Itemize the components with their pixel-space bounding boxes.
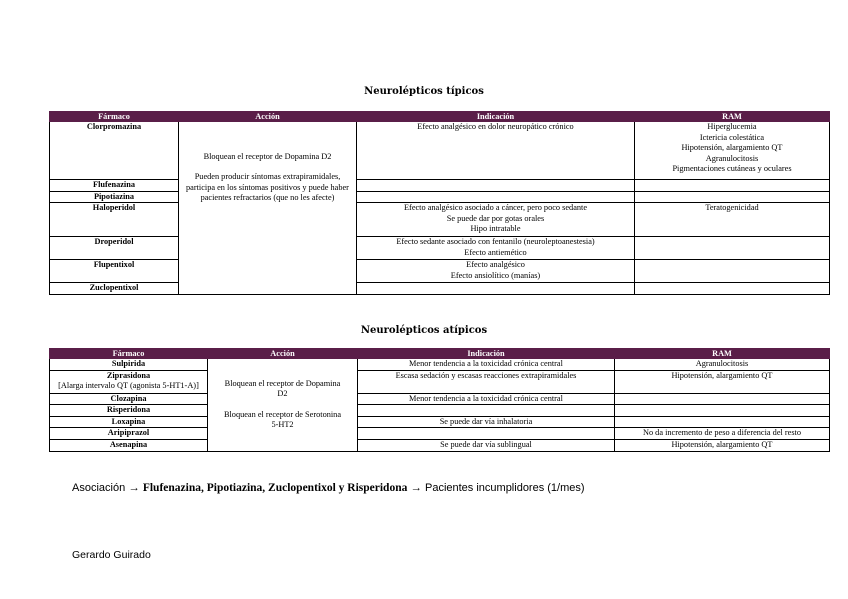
ram-cell: Hipotensión, alargamiento QT bbox=[615, 370, 830, 393]
arrow-icon: → bbox=[128, 482, 140, 494]
table-row bbox=[50, 203, 830, 237]
drug-name bbox=[50, 416, 208, 428]
indication-cell bbox=[357, 180, 635, 192]
ram-cell bbox=[615, 416, 830, 428]
ram-cell bbox=[615, 405, 830, 417]
ram-cell: Hipotensión, alargamiento QT bbox=[615, 439, 830, 451]
ram-line: Ictericia colestática bbox=[699, 132, 765, 142]
table-row bbox=[50, 393, 830, 405]
indication-line: Efecto antiemético bbox=[464, 247, 527, 257]
drug-name: Flupentixol bbox=[50, 260, 179, 283]
drug-name bbox=[50, 393, 208, 405]
drug-label: Ziprasidona bbox=[106, 370, 151, 380]
association-note bbox=[72, 482, 585, 494]
ram-cell: Agranulocitosis bbox=[615, 359, 830, 371]
indication-line: Hipo intratable bbox=[470, 224, 521, 234]
table-row bbox=[50, 122, 830, 180]
indication-line: Efecto sedante asociado con fentanilo (neuroleptoanestesia) bbox=[396, 237, 595, 247]
ram-line: Agranulocitosis bbox=[705, 153, 759, 163]
ram-cell bbox=[635, 260, 830, 283]
drug-name bbox=[50, 370, 208, 393]
ram-cell bbox=[635, 237, 830, 260]
header-indicacion: Indicación bbox=[357, 112, 635, 122]
ram-cell bbox=[615, 393, 830, 405]
table-header-row bbox=[50, 349, 830, 359]
ram-line: Teratogenicidad bbox=[705, 203, 759, 213]
indication-line: Efecto analgésico en dolor neuropático crónico bbox=[417, 122, 574, 131]
indication-cell: Menor tendencia a la toxicidad crónica central bbox=[358, 393, 615, 405]
arrow-icon: → bbox=[410, 482, 422, 494]
action-line: Bloquean el receptor de Serotonina 5-HT2 bbox=[223, 409, 342, 430]
drug-label: Sulpirida bbox=[111, 359, 146, 368]
ram-cell bbox=[635, 122, 830, 180]
indication-cell bbox=[357, 122, 635, 180]
drug-name: Droperidol bbox=[50, 237, 179, 260]
indication-cell: Se puede dar vía inhalatoria bbox=[358, 416, 615, 428]
association-drugs: Flufenazina, Pipotiazina, Zuclopentixol y Risperidona bbox=[142, 482, 408, 494]
atypical-neuroleptics-table bbox=[49, 348, 830, 452]
action-cell bbox=[208, 359, 358, 452]
action-cell bbox=[179, 122, 357, 295]
header-ram: RAM bbox=[615, 349, 830, 359]
table-header-row bbox=[50, 112, 830, 122]
table-row bbox=[50, 260, 830, 283]
drug-label: Loxapina bbox=[111, 416, 146, 426]
drug-label: Clozapina bbox=[110, 393, 147, 403]
indication-cell bbox=[358, 428, 615, 440]
drug-name: Zuclopentixol bbox=[50, 283, 179, 295]
typical-section-title: Neurolépticos típicos bbox=[364, 86, 484, 97]
atypical-section-title: Neurolépticos atípicos bbox=[360, 325, 488, 336]
action-line: Pueden producir síntomas extrapiramidales, participa en los síntomas positivos y puede haber pacientes refractarios (que no les afecte) bbox=[186, 172, 349, 203]
drug-name bbox=[50, 439, 208, 451]
action-line: Bloquean el receptor de Dopamina D2 bbox=[203, 151, 332, 161]
drug-label: Risperidona bbox=[106, 405, 151, 415]
indication-cell bbox=[357, 283, 635, 295]
action-line bbox=[181, 162, 354, 172]
indication-line: Se puede dar por gotas orales bbox=[446, 213, 545, 223]
header-ram: RAM bbox=[635, 112, 830, 122]
table-row bbox=[50, 191, 830, 203]
header-accion: Acción bbox=[208, 349, 358, 359]
drug-label: Aripiprazol bbox=[107, 428, 150, 438]
header-farmaco: Fármaco bbox=[50, 349, 208, 359]
author-name: Gerardo Guirado bbox=[72, 549, 151, 561]
header-indicacion: Indicación bbox=[358, 349, 615, 359]
ram-cell bbox=[635, 283, 830, 295]
drug-name bbox=[50, 405, 208, 417]
association-result: Pacientes incumplidores (1/mes) bbox=[424, 482, 585, 494]
indication-cell bbox=[357, 260, 635, 283]
table-row bbox=[50, 370, 830, 393]
drug-name: Clorpromazina bbox=[50, 122, 179, 180]
indication-cell bbox=[357, 191, 635, 203]
ram-line: Hipotensión, alargamiento QT bbox=[681, 143, 783, 153]
table-row bbox=[50, 428, 830, 440]
ram-cell bbox=[635, 180, 830, 192]
indication-line: Efecto ansiolítico (manías) bbox=[450, 270, 541, 280]
ram-cell bbox=[635, 191, 830, 203]
drug-note: [Alarga intervalo QT (agonista 5-HT1-A)] bbox=[58, 381, 199, 391]
ram-cell bbox=[635, 203, 830, 237]
drug-name: Flufenazina bbox=[50, 180, 179, 192]
table-row bbox=[50, 283, 830, 295]
indication-cell bbox=[358, 405, 615, 417]
association-prefix: Asociación bbox=[72, 482, 126, 494]
indication-line: Efecto analgésico bbox=[466, 260, 525, 270]
drug-name: Haloperidol bbox=[50, 203, 179, 237]
drug-name bbox=[50, 428, 208, 440]
indication-cell bbox=[357, 237, 635, 260]
indication-line: Efecto analgésico asociado a cáncer, pero poco sedante bbox=[403, 203, 588, 213]
typical-neuroleptics-table bbox=[49, 111, 830, 295]
table-row bbox=[50, 180, 830, 192]
table-row bbox=[50, 237, 830, 260]
table-row bbox=[50, 416, 830, 428]
ram-line: Pigmentaciones cutáneas y oculares bbox=[672, 164, 792, 174]
drug-name bbox=[50, 359, 208, 371]
table-row bbox=[50, 359, 830, 371]
header-farmaco: Fármaco bbox=[50, 112, 179, 122]
indication-cell: Menor tendencia a la toxicidad crónica central bbox=[358, 359, 615, 371]
indication-cell: Escasa sedación y escasas reacciones extrapiramidales bbox=[358, 370, 615, 393]
ram-line: Hiperglucemia bbox=[707, 122, 757, 131]
indication-cell: Se puede dar vía sublingual bbox=[358, 439, 615, 451]
action-line: Bloquean el receptor de Dopamina D2 bbox=[224, 378, 341, 399]
indication-cell bbox=[357, 203, 635, 237]
header-accion: Acción bbox=[179, 112, 357, 122]
table-row bbox=[50, 405, 830, 417]
action-line bbox=[222, 400, 343, 410]
drug-name: Pipotiazina bbox=[50, 191, 179, 203]
table-row bbox=[50, 439, 830, 451]
ram-cell: No da incremento de peso a diferencia del resto bbox=[615, 428, 830, 440]
drug-label: Asenapina bbox=[109, 439, 148, 449]
